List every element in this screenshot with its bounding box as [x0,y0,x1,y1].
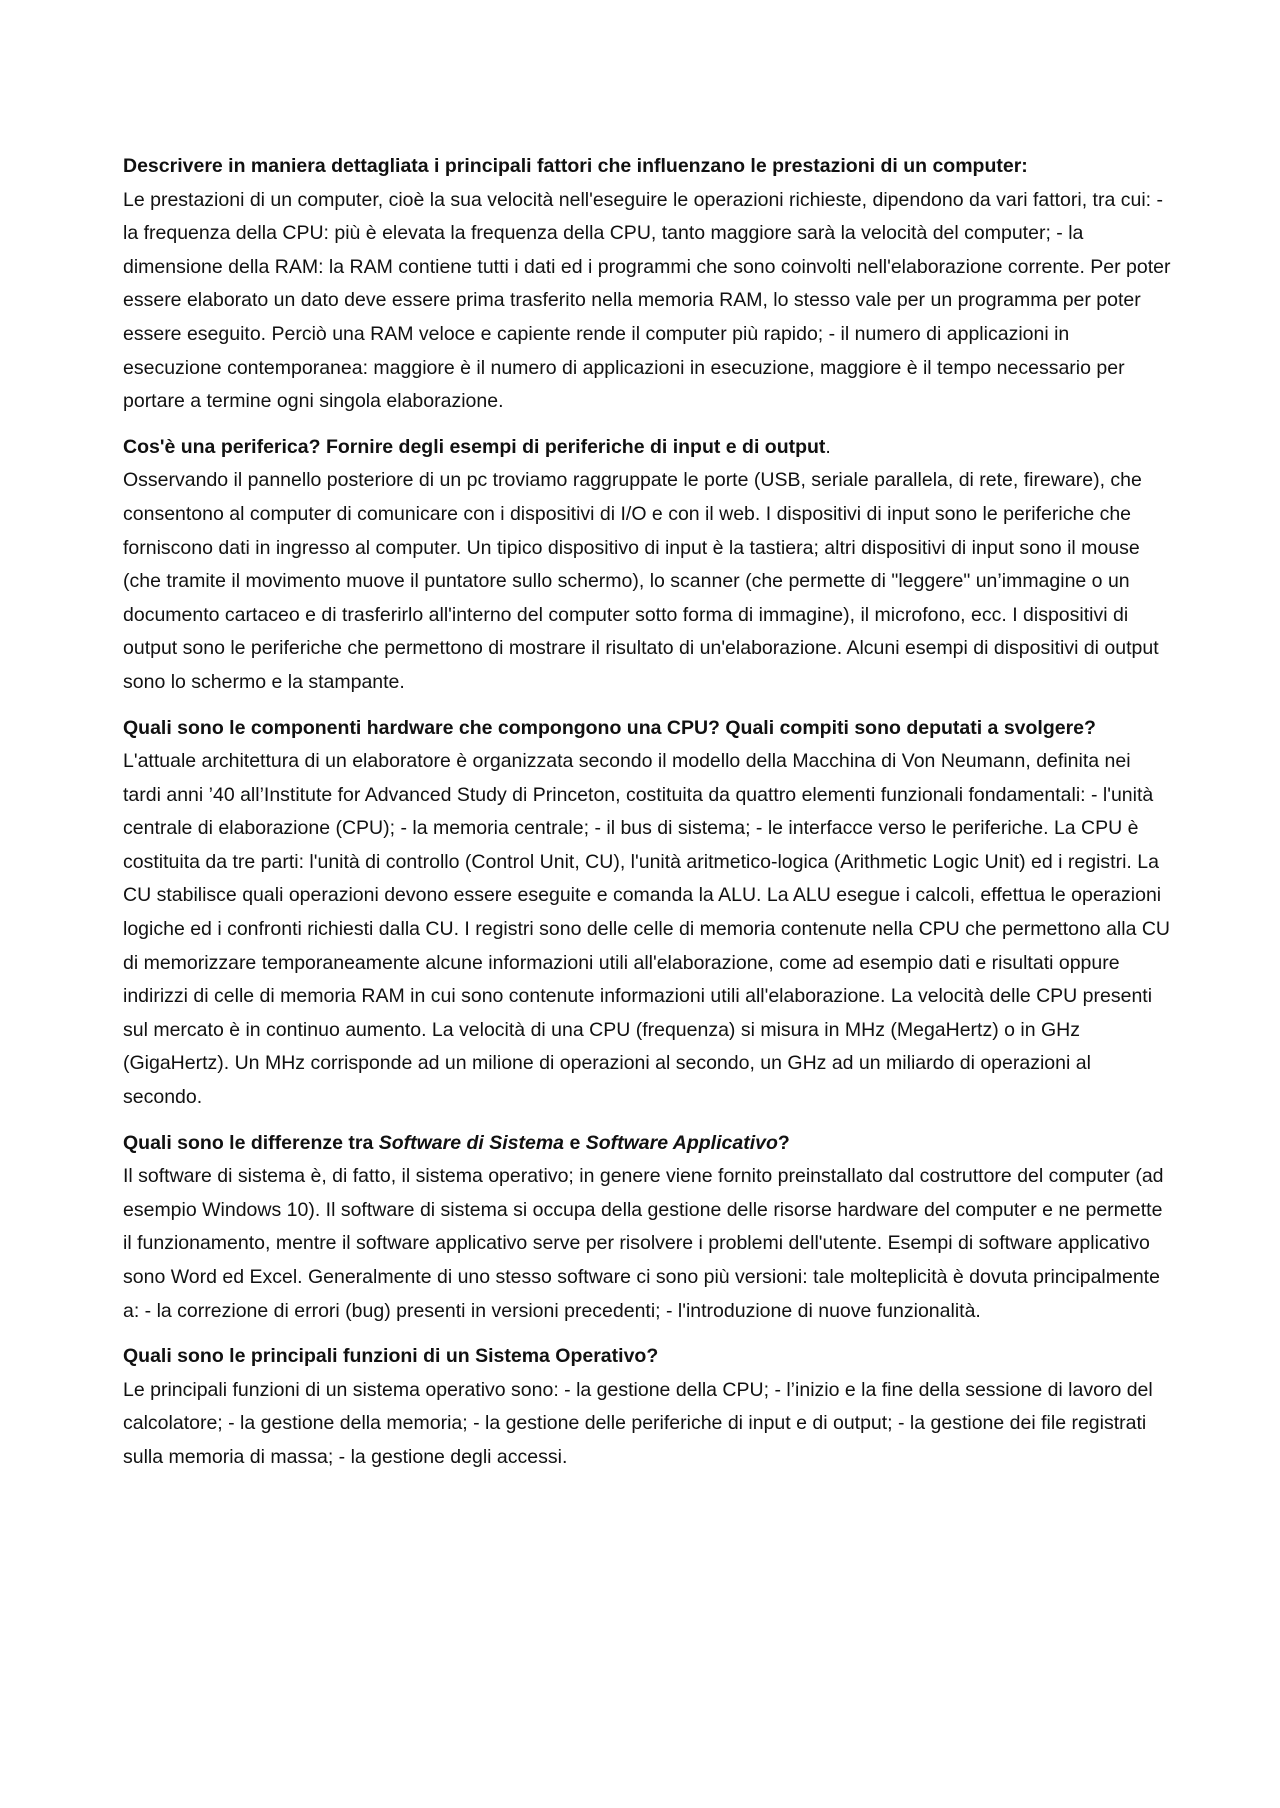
section-os-functions [123,1340,1173,1474]
section-peripherals [123,431,1173,700]
heading-text: Quali sono le componenti hardware che compongono una CPU? Quali compiti sono deputati a svolgere? [123,716,1096,739]
heading-text: Descrivere in maniera dettagliata i principali fattori che influenzano le prestazioni di un computer: [123,155,1028,177]
section-body: Il software di sistema è, di fatto, il sistema operativo; in genere viene fornito preinstallato dal costruttore del computer (ad esempio Windows 10). Il software di sistema si occupa della gestione delle risorse hardware del computer e ne permette il funzionamento, mentre il software applicativo serve per risolvere i problemi dell'utente. Esempi di software applicativo sono Word ed Excel. Generalmente di uno stesso software ci sono più versioni: tale molteplicità è dovuta principalmente a: - la correzione di errori (bug) presenti in versioni precedenti; - l'introduzione di nuove funzionalità. [123,1165,1164,1322]
heading-emphasis-system-software: Software di Sistema [378,1131,565,1154]
heading-tail: . [825,435,831,458]
heading-text: Cos'è una periferica? Fornire degli esempi di periferiche di input e di output [123,435,826,458]
section-software-types [123,1127,1173,1329]
section-performance-factors [123,150,1173,419]
heading-text: Quali sono le principali funzioni di un Sistema Operativo? [123,1345,659,1368]
section-heading [123,712,1173,746]
section-body: Le prestazioni di un computer, cioè la sua velocità nell'eseguire le operazioni richieste, dipendono da vari fattori, tra cui: - la frequenza della CPU: più è elevata la frequenza della CPU, tanto maggiore sarà la velocità del computer; - la dimensione della RAM: la RAM contiene tutti i dati ed i programmi che sono coinvolti nell'elaborazione corrente. Per poter essere elaborato un dato deve essere prima trasferito nella memoria RAM, lo stesso vale per un programma per poter essere eseguito. Perciò una RAM veloce e capiente rende il computer più rapido; - il numero di applicazioni in esecuzione contemporanea: maggiore è il numero di applicazioni in esecuzione, maggiore è il tempo necessario per portare a termine ogni singola elaborazione. [123,188,1171,413]
heading-part: Quali sono le differenze tra [123,1131,379,1154]
heading-emphasis-application-software: Software Applicativo [585,1131,778,1154]
section-body: L'attuale architettura di un elaboratore è organizzata secondo il modello della Macchina di Von Neumann, definita nei tardi anni ’40 all’Institute for Advanced Study di Princeton, costituita da quattro elementi funzionali fondamentali: - l'unità centrale di elaborazione (CPU); - la memoria centrale; - il bus di sistema; - le interfacce verso le periferiche. La CPU è costituita da tre parti: l'unità di controllo (Control Unit, CU), l'unità aritmetico-logica (Arithmetic Logic Unit) ed i registri. La CU stabilisce quali operazioni devono essere eseguite e comanda la ALU. La ALU esegue i calcoli, effettua le operazioni logiche ed i confronti richiesti dalla CU. I registri sono delle celle di memoria contenute nella CPU che permettono alla CU di memorizzare temporaneamente alcune informazioni utili all'elaborazione, come ad esempio dati e risultati oppure indirizzi di celle di memoria RAM in cui sono contenute informazioni utili all'elaborazione. La velocità delle CPU presenti sul mercato è in continuo aumento. La velocità di una CPU (frequenza) si misura in MHz (MegaHertz) o in GHz (GigaHertz). Un MHz corrisponde ad un milione di operazioni al secondo, un GHz ad un miliardo di operazioni al secondo. [123,750,1171,1109]
heading-part: e [564,1131,586,1154]
section-heading [123,150,1173,184]
section-heading [123,1127,1173,1161]
section-body: Le principali funzioni di un sistema operativo sono: - la gestione della CPU; - l’inizio e la fine della sessione di lavoro del calcolatore; - la gestione della memoria; - la gestione delle periferiche di input e di output; - la gestione dei file registrati sulla memoria di massa; - la gestione degli accessi. [123,1378,1153,1468]
heading-part: ? [777,1131,790,1154]
section-body: Osservando il pannello posteriore di un pc troviamo raggruppate le porte (USB, seriale parallela, di rete, fireware), che consentono al computer di comunicare con i dispositivi di I/O e con il web. I dispositivi di input sono le periferiche che forniscono dati in ingresso al computer. Un tipico dispositivo di input è la tastiera; altri dispositivi di input sono il mouse (che tramite il movimento muove il puntatore sullo schermo), lo scanner (che permette di "leggere" un’immagine o un documento cartaceo e di trasferirlo all'interno del computer sotto forma di immagine), il microfono, ecc. I dispositivi di output sono le periferiche che permettono di mostrare il risultato di un'elaborazione. Alcuni esempi di dispositivi di output sono lo schermo e la stampante. [123,469,1159,693]
section-heading [123,431,1173,465]
section-heading [123,1340,1173,1374]
document-page [123,150,1173,1487]
section-cpu-components [123,712,1173,1115]
